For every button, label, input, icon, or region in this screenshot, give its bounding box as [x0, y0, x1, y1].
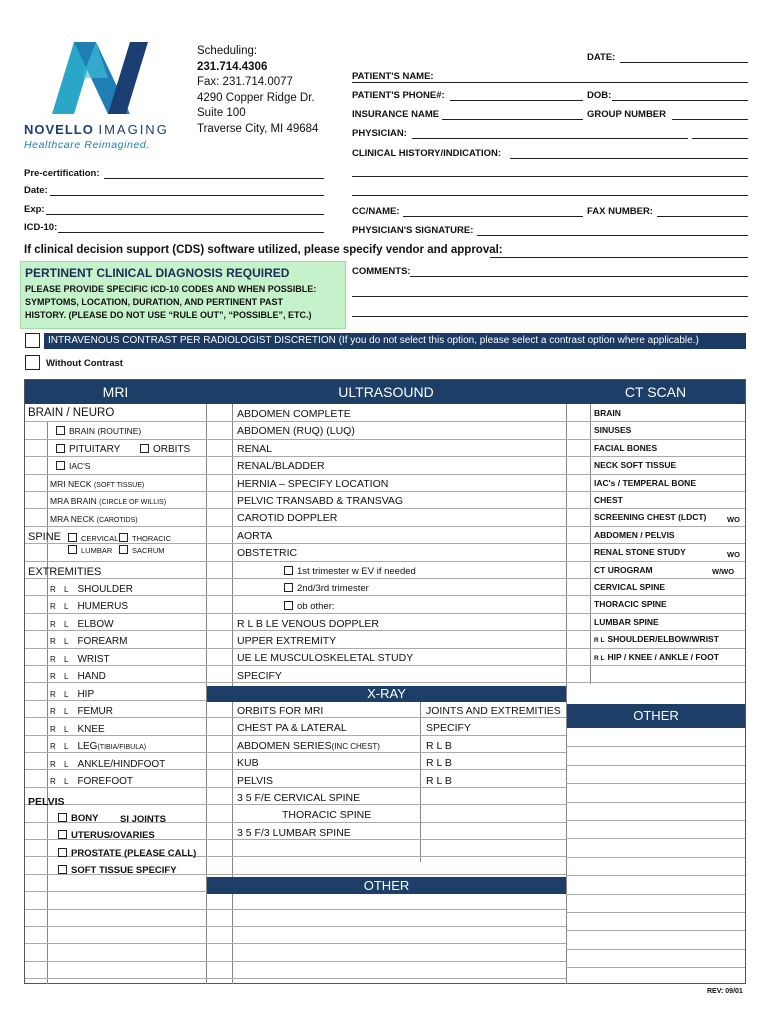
other-ct-header: OTHER: [567, 704, 745, 728]
xray-label: PELVIS: [237, 775, 273, 787]
rl-selector[interactable]: R L: [50, 585, 72, 594]
fax-number-label: FAX NUMBER:: [587, 206, 653, 217]
clinical-history-line-3[interactable]: [352, 195, 748, 196]
without-contrast-checkbox[interactable]: [25, 355, 40, 370]
address-line-2: Suite 100: [197, 107, 246, 119]
dob-label: DOB:: [587, 90, 612, 101]
grid-row-line: [25, 421, 566, 422]
diagnosis-box: [20, 261, 346, 329]
ext-label: HUMERUS: [77, 601, 129, 612]
xray-left-7[interactable]: [237, 827, 351, 839]
rl-selector[interactable]: R L: [50, 690, 72, 699]
mri-iacs[interactable]: IAC'S: [56, 461, 90, 471]
grid-row-line: [25, 717, 566, 718]
xray-label: ORBITS FOR MRI: [237, 705, 324, 717]
us-upper[interactable]: UPPER EXTREMITY: [237, 635, 337, 647]
xray-label: 3 5 F/3 LUMBAR SPINE: [237, 827, 351, 839]
mri-ext-6[interactable]: [50, 689, 94, 700]
diagnosis-text-2: SYMPTOMS, LOCATION, DURATION, AND PERTINENT PAST: [25, 297, 284, 307]
cds-field[interactable]: [490, 257, 748, 258]
col-sep-1: [47, 422, 48, 984]
mri-lumbar[interactable]: LUMBAR: [68, 545, 112, 555]
diagnosis-text-3: HISTORY. (PLEASE DO NOT USE “RULE OUT”, “POSSIBLE”, ETC.): [25, 310, 312, 320]
grid-row-line: [25, 543, 566, 544]
ct-item-14[interactable]: [594, 652, 719, 662]
ct-label: HIP / KNEE / ANKLE / FOOT: [607, 652, 719, 662]
contrast-banner: INTRAVENOUS CONTRAST PER RADIOLOGIST DISCRETION (If you do not select this option, please select a contrast option where applicable.): [44, 333, 746, 349]
ct-row-line: [566, 648, 745, 649]
rl-selector[interactable]: R L: [50, 655, 72, 664]
grid-row-line: [25, 508, 566, 509]
ct-item-0[interactable]: [594, 408, 621, 418]
ct-row-line: [566, 561, 745, 562]
col-sep-6: [420, 702, 421, 862]
icd-label: ICD-10:: [24, 222, 58, 233]
xray-left-0[interactable]: [237, 705, 323, 717]
ultrasound-header: ULTRASOUND: [206, 380, 566, 404]
ct-item-11[interactable]: [594, 599, 667, 609]
ct-item-1[interactable]: [594, 425, 631, 435]
patient-phone-label: PATIENT'S PHONE#:: [352, 90, 445, 101]
ct-label: SINUSES: [594, 425, 632, 435]
xray-left-1[interactable]: [237, 722, 347, 734]
ct-other-row-line: [566, 912, 745, 913]
grid-row-line: [25, 630, 566, 631]
ct-other-row-line: [566, 949, 745, 950]
clinical-history-label: CLINICAL HISTORY/INDICATION:: [352, 148, 502, 159]
insurance-label: INSURANCE NAME: [352, 109, 440, 120]
grid-row-line: [25, 578, 566, 579]
ct-wo-2[interactable]: WO: [727, 550, 740, 559]
us-venous[interactable]: R L B LE VENOUS DOPPLER: [237, 618, 379, 630]
precert-label: Pre-certification:: [24, 168, 100, 179]
grid-row-line: [25, 804, 566, 805]
ct-label: RENAL STONE STUDY: [594, 547, 686, 557]
rl-selector[interactable]: R L: [50, 707, 72, 716]
mri-ext-4[interactable]: [50, 654, 110, 665]
ct-row-line: [566, 491, 745, 492]
ct-wo-1[interactable]: WO: [727, 515, 740, 524]
mri-thoracic[interactable]: THORACIC: [119, 533, 171, 543]
mri-ext-8[interactable]: [50, 724, 105, 735]
xray-label: ABDOMEN SERIES: [237, 740, 332, 752]
mri-ext-10[interactable]: [50, 759, 165, 770]
mri-ext-11[interactable]: [50, 776, 133, 787]
group-field[interactable]: [672, 119, 748, 120]
ext-label: FOREFOOT: [77, 776, 134, 787]
ct-other-row-line: [566, 967, 745, 968]
ct-row-line: [566, 630, 745, 631]
grid-row-line: [25, 787, 566, 788]
ext-label: FOREARM: [77, 636, 128, 647]
insurance-field[interactable]: [442, 119, 583, 120]
cc-name-field[interactable]: [403, 216, 583, 217]
address-line-1: 4290 Copper Ridge Dr.: [197, 91, 315, 104]
logo-wordmark: NOVELLO IMAGING: [24, 122, 169, 137]
grid-row-line: [25, 978, 566, 979]
patient-phone-field[interactable]: [450, 100, 583, 101]
precert-field[interactable]: [104, 178, 324, 179]
xray-label: CHEST PA & LATERAL: [237, 722, 347, 734]
grid-row-line: [25, 961, 566, 962]
ext-label: ELBOW: [77, 619, 114, 630]
grid-row-line: [25, 909, 566, 910]
ct-row-line: [566, 682, 745, 683]
mra-neck[interactable]: [50, 514, 138, 524]
without-contrast-label: Without Contrast: [46, 358, 123, 369]
ct-label: NECK SOFT TISSUE: [594, 460, 677, 470]
diagnosis-text-1: PLEASE PROVIDE SPECIFIC ICD-10 CODES AND WHEN POSSIBLE:: [25, 284, 317, 294]
mri-sacrum[interactable]: SACRUM: [119, 545, 165, 555]
ext-label: SHOULDER: [77, 584, 134, 595]
ct-row-line: [566, 578, 745, 579]
us-ob-other[interactable]: ob other:: [284, 601, 335, 612]
mri-prostate[interactable]: PROSTATE (PLEASE CALL): [58, 848, 196, 859]
ct-label: BRAIN: [594, 408, 621, 418]
ct-row-line: [566, 421, 745, 422]
xray-label: THORACIC SPINE: [282, 809, 372, 821]
ct-item-12[interactable]: [594, 617, 659, 627]
ct-rl[interactable]: R L: [594, 637, 605, 644]
ct-label: ABDOMEN / PELVIS: [594, 530, 675, 540]
rl-selector[interactable]: R L: [50, 725, 72, 734]
mri-ext-3[interactable]: [50, 636, 127, 647]
xray-right-1[interactable]: SPECIFY: [426, 722, 471, 734]
ct-label: FACIAL BONES: [594, 443, 658, 453]
ct-item-2[interactable]: [594, 443, 657, 453]
grid-row-line: [25, 561, 566, 562]
contrast-checkbox[interactable]: [25, 333, 40, 348]
exp-field[interactable]: [46, 214, 324, 215]
rl-selector[interactable]: R L: [50, 777, 72, 786]
grid-row-line: [25, 439, 566, 440]
xray-left-3[interactable]: [237, 757, 259, 769]
ct-header: CT SCAN: [566, 380, 745, 404]
grid-row-line: [25, 526, 566, 527]
scheduling-label: Scheduling:: [197, 45, 258, 57]
mri-neck[interactable]: [50, 479, 144, 489]
ct-label: CHEST: [594, 495, 623, 505]
mra-brain[interactable]: [50, 496, 166, 506]
grid-row-line: [25, 926, 566, 927]
ct-item-4[interactable]: [594, 478, 696, 488]
us-specify[interactable]: SPECIFY: [237, 670, 282, 682]
mri-cervical[interactable]: CERVICAL: [68, 533, 118, 543]
patient-name-field[interactable]: [352, 82, 748, 83]
us-item-1[interactable]: ABDOMEN (RUQ) (LUQ): [237, 425, 355, 437]
other-us-header: OTHER: [207, 877, 566, 894]
xray-left-2[interactable]: [237, 740, 380, 752]
ct-row-line: [566, 595, 745, 596]
mri-si-joints[interactable]: SI JOINTS: [120, 814, 166, 825]
grid-row-line: [25, 682, 566, 683]
address-line-3: Traverse City, MI 49684: [197, 122, 319, 135]
us-item-8[interactable]: OBSTETRIC: [237, 547, 298, 559]
grid-row-line: [25, 665, 566, 666]
mri-bony[interactable]: BONY: [58, 813, 98, 824]
xray-abd-sub: (INC CHEST): [331, 742, 380, 751]
ct-other-row-line: [566, 820, 745, 821]
fax-number-field[interactable]: [657, 216, 748, 217]
xray-right-2[interactable]: R L B: [426, 740, 452, 752]
ext-label: HAND: [77, 671, 106, 682]
ct-label: SCREENING CHEST (LDCT): [594, 512, 707, 522]
grid-row-line: [25, 613, 566, 614]
cds-line: If clinical decision support (CDS) software utilized, please specify vendor and approval:: [24, 244, 503, 256]
ct-other-row-line: [566, 894, 745, 895]
xray-left-4[interactable]: [237, 775, 273, 787]
physician-label: PHYSICIAN:: [352, 128, 407, 139]
mri-pituitary[interactable]: PITUITARY: [56, 444, 120, 455]
group-label: GROUP NUMBER: [587, 109, 666, 120]
ct-rl[interactable]: R L: [594, 655, 605, 662]
ct-wwo[interactable]: W/WO: [712, 567, 735, 576]
comments-field[interactable]: [410, 276, 748, 277]
fax-line: Fax: 231.714.0077: [197, 76, 293, 88]
us-item-7[interactable]: AORTA: [237, 530, 273, 542]
xray-label: KUB: [237, 757, 259, 769]
ct-other-row-line: [566, 765, 745, 766]
company-logo: [52, 38, 152, 114]
xray-right-3[interactable]: R L B: [426, 757, 452, 769]
ct-row-line: [566, 613, 745, 614]
mri-ext-9[interactable]: [50, 741, 146, 752]
ct-row-line: [566, 474, 745, 475]
revision-label: REV: 09/01: [707, 988, 743, 995]
us-ob-second[interactable]: 2nd/3rd trimester: [284, 583, 369, 594]
grid-row-line: [25, 456, 566, 457]
clinical-history-line-2[interactable]: [352, 176, 748, 177]
ct-other-row-line: [566, 857, 745, 858]
us-item-0[interactable]: ABDOMEN COMPLETE: [237, 408, 351, 420]
cc-name-label: CC/NAME:: [352, 206, 400, 217]
ct-item-7[interactable]: [594, 530, 675, 540]
us-item-5[interactable]: PELVIC TRANSABD & TRANSVAG: [237, 495, 404, 507]
xray-left-5[interactable]: [237, 792, 360, 804]
diagnosis-title: PERTINENT CLINICAL DIAGNOSIS REQUIRED: [25, 266, 290, 280]
xray-right-0[interactable]: JOINTS AND EXTREMITIES: [426, 705, 561, 717]
ext-label: HIP: [77, 689, 95, 700]
contact-block: [197, 44, 318, 137]
col-sep-5: [590, 404, 591, 684]
ext-label: WRIST: [77, 654, 110, 665]
mri-header: MRI: [25, 380, 206, 404]
leg-sub: (TIBIA/FIBULA): [97, 744, 147, 751]
mri-brain-neuro: BRAIN / NEURO: [28, 407, 115, 419]
mra-brain-sub: (CIRCLE OF WILLIS): [99, 499, 167, 506]
grid-row-line: [25, 822, 566, 823]
exp-label: Exp:: [24, 204, 45, 215]
mri-ext-2[interactable]: [50, 619, 114, 630]
us-ob-first[interactable]: 1st trimester w EV if needed: [284, 566, 416, 577]
patient-name-label: PATIENT'S NAME:: [352, 71, 434, 82]
scheduling-phone: 231.714.4306: [197, 60, 268, 73]
ct-item-8[interactable]: [594, 547, 686, 557]
ct-other-row-line: [566, 783, 745, 784]
ct-row-line: [566, 526, 745, 527]
mri-uterus[interactable]: UTERUS/OVARIES: [58, 830, 155, 841]
ct-other-row-line: [566, 875, 745, 876]
mri-pelvis: PELVIS: [28, 796, 65, 808]
xray-left-6[interactable]: [282, 809, 371, 821]
us-item-6[interactable]: CAROTID DOPPLER: [237, 512, 338, 524]
us-item-4[interactable]: HERNIA – SPECIFY LOCATION: [237, 478, 389, 490]
mri-orbits[interactable]: ORBITS: [140, 444, 190, 455]
mri-spine: SPINE: [28, 531, 62, 543]
clinical-history-field[interactable]: [510, 158, 748, 159]
mri-soft-tissue[interactable]: SOFT TISSUE SPECIFY: [58, 865, 177, 876]
rl-selector[interactable]: R L: [50, 620, 72, 629]
grid-row-line: [25, 491, 566, 492]
ct-item-3[interactable]: [594, 460, 676, 470]
rl-selector[interactable]: R L: [50, 637, 72, 646]
xray-header: X-RAY: [207, 686, 566, 702]
comments-line-2[interactable]: [352, 296, 748, 297]
mra-neck-sub: (CAROTIDS): [96, 517, 138, 524]
logo-tagline: Healthcare Reimagined.: [24, 139, 150, 151]
date-field[interactable]: [620, 62, 748, 63]
mri-ext-5[interactable]: [50, 671, 106, 682]
comments-label: COMMENTS:: [352, 266, 411, 277]
date-label: DATE:: [587, 52, 616, 63]
ct-other-row-line: [566, 838, 745, 839]
icd-field[interactable]: [58, 232, 324, 233]
ct-item-9[interactable]: [594, 565, 653, 575]
ct-row-line: [566, 543, 745, 544]
grid-row-line: [25, 648, 566, 649]
rl-selector[interactable]: R L: [50, 602, 72, 611]
ext-label: KNEE: [77, 724, 105, 735]
ct-label: IAC's / TEMPERAL BONE: [594, 478, 696, 488]
grid-row-line: [25, 752, 566, 753]
grid-row-line: [25, 595, 566, 596]
mra-brain-label: MRA BRAIN: [50, 496, 97, 506]
ext-label: ANKLE/HINDFOOT: [77, 759, 166, 770]
mri-brain-routine[interactable]: BRAIN (ROUTINE): [56, 426, 141, 436]
ct-row-line: [566, 439, 745, 440]
us-item-3[interactable]: RENAL/BLADDER: [237, 460, 325, 472]
rl-selector[interactable]: R L: [50, 760, 72, 769]
ct-item-6[interactable]: [594, 512, 706, 522]
ct-row-line: [566, 665, 745, 666]
mri-ext-7[interactable]: [50, 706, 113, 717]
us-item-2[interactable]: RENAL: [237, 443, 273, 455]
ct-label: SHOULDER/ELBOW/WRIST: [607, 634, 719, 644]
ct-row-line: [566, 456, 745, 457]
physician-field-2: [692, 138, 748, 139]
mri-ext-0[interactable]: [50, 584, 133, 595]
ct-item-5[interactable]: [594, 495, 623, 505]
rl-selector[interactable]: R L: [50, 742, 72, 751]
mri-neck-sub: (SOFT TISSUE): [93, 482, 145, 489]
us-ue-le[interactable]: UE LE MUSCULOSKELETAL STUDY: [237, 652, 414, 664]
ct-item-10[interactable]: [594, 582, 665, 592]
ct-other-row-line: [566, 802, 745, 803]
precert-date-field[interactable]: [50, 195, 324, 196]
ct-label: LUMBAR SPINE: [594, 617, 659, 627]
grid-row-line: [25, 735, 566, 736]
mra-neck-label: MRA NECK: [50, 514, 95, 524]
mri-ext-1[interactable]: [50, 601, 128, 612]
ct-label: CT UROGRAM: [594, 565, 653, 575]
ct-row-line: [566, 508, 745, 509]
ct-other-row-line: [566, 930, 745, 931]
mri-neck-label: MRI NECK: [50, 479, 92, 489]
grid-row-line: [25, 943, 566, 944]
ct-item-13[interactable]: [594, 634, 719, 644]
ct-label: CERVICAL SPINE: [594, 582, 666, 592]
signature-field[interactable]: [477, 235, 748, 236]
precert-date-label: Date:: [24, 185, 48, 196]
xray-label: 3 5 F/E CERVICAL SPINE: [237, 792, 361, 804]
comments-line-3[interactable]: [352, 316, 748, 317]
ext-label: LEG: [77, 741, 98, 752]
ct-label: THORACIC SPINE: [594, 599, 667, 609]
mri-extremities: EXTREMITIES: [28, 566, 102, 578]
ct-other-row-line: [566, 746, 745, 747]
physician-field[interactable]: [412, 138, 688, 139]
rl-selector[interactable]: R L: [50, 672, 72, 681]
ext-label: FEMUR: [77, 706, 114, 717]
grid-row-line: [25, 474, 566, 475]
dob-field[interactable]: [612, 100, 748, 101]
xray-right-4[interactable]: R L B: [426, 775, 452, 787]
signature-label: PHYSICIAN'S SIGNATURE:: [352, 225, 474, 236]
